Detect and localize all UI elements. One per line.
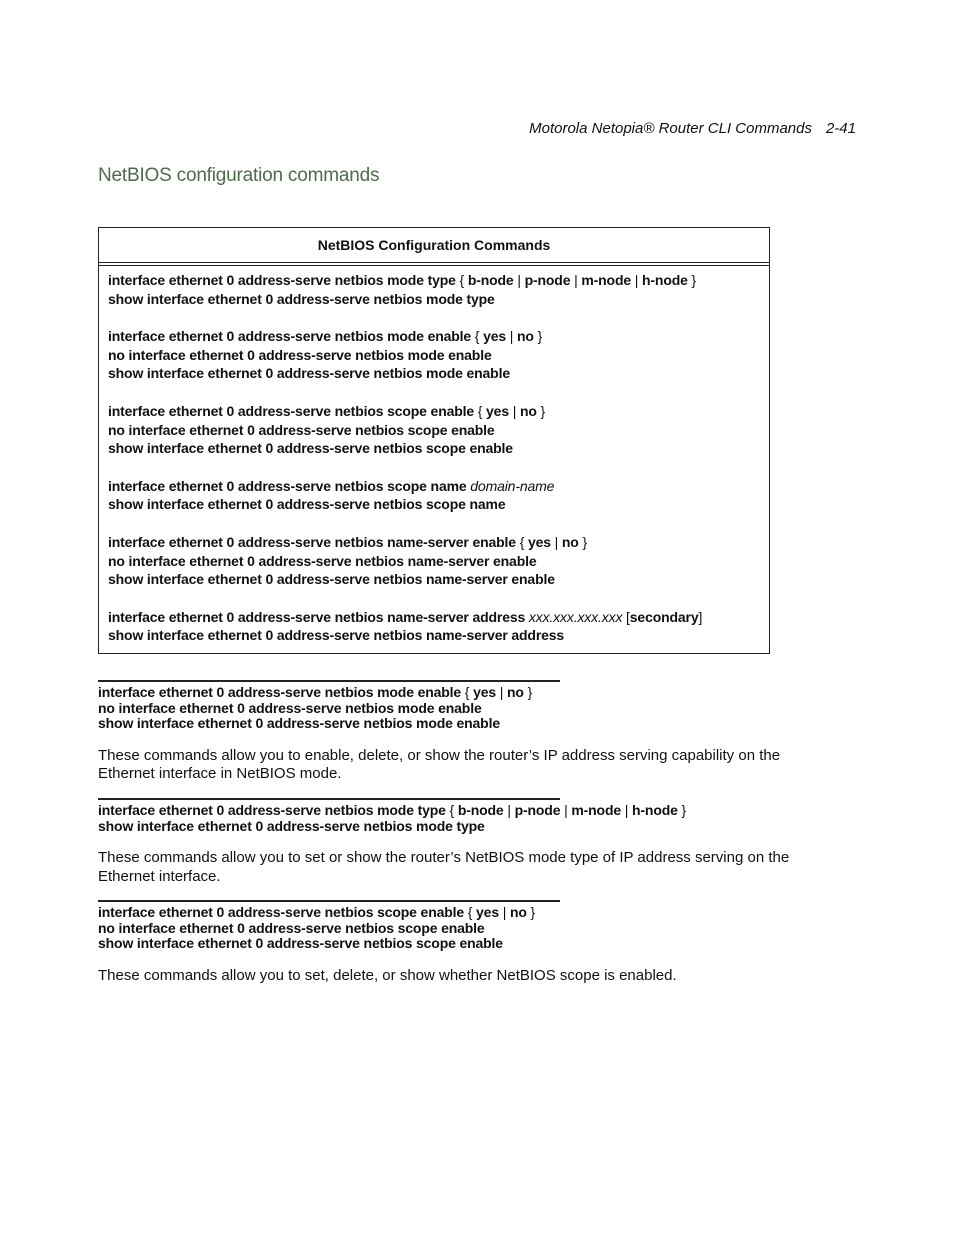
command-line: interface ethernet 0 address-serve netbios mode type { b-node | p-node | m-node | h-node } xyxy=(108,272,697,288)
commands-table xyxy=(98,227,770,654)
command-line: no interface ethernet 0 address-serve netbios scope enable xyxy=(98,919,485,936)
entry-description: These commands allow you to set or show the router’s NetBIOS mode type of IP address serving on the Ethernet interface. xyxy=(98,849,790,885)
command-line: no interface ethernet 0 address-serve netbios mode enable xyxy=(98,699,482,716)
command-line: show interface ethernet 0 address-serve netbios mode enable xyxy=(108,365,510,382)
command-line: interface ethernet 0 address-serve netbios mode enable { yes | no } xyxy=(98,684,533,700)
command-line: show interface ethernet 0 address-serve netbios scope enable xyxy=(98,935,503,952)
command-line: no interface ethernet 0 address-serve netbios scope enable xyxy=(108,421,495,438)
table-heading: NetBIOS Configuration Commands xyxy=(99,228,769,266)
entry-rule xyxy=(98,798,560,800)
command-line: interface ethernet 0 address-serve netbios name-server address xxx.xxx.xxx.xxx [secondary] xyxy=(108,608,703,625)
command-line: show interface ethernet 0 address-serve netbios mode type xyxy=(98,817,485,834)
command-line: show interface ethernet 0 address-serve netbios name-server enable xyxy=(108,571,555,588)
command-line: show interface ethernet 0 address-serve netbios name-server address xyxy=(108,627,565,644)
table-group-mode-enable xyxy=(108,327,760,383)
command-line: interface ethernet 0 address-serve netbios scope enable { yes | no } xyxy=(108,402,546,419)
running-header xyxy=(300,120,856,137)
entry-description: These commands allow you to set, delete, or show whether NetBIOS scope is enabled. xyxy=(98,966,677,984)
command-line: show interface ethernet 0 address-serve netbios scope enable xyxy=(108,440,513,457)
command-line: show interface ethernet 0 address-serve netbios mode type xyxy=(108,290,495,307)
table-group-mode-type xyxy=(108,271,760,308)
command-line: no interface ethernet 0 address-serve netbios name-server enable xyxy=(108,552,537,569)
command-line: interface ethernet 0 address-serve netbios scope enable { yes | no } xyxy=(98,904,536,920)
command-line: interface ethernet 0 address-serve netbios name-server enable { yes | no } xyxy=(108,533,587,550)
table-group-scope-name xyxy=(108,477,760,514)
table-group-scope-enable xyxy=(108,402,760,458)
command-line: interface ethernet 0 address-serve netbios mode type { b-node | p-node | m-node | h-node } xyxy=(98,802,687,818)
entry-rule xyxy=(98,900,560,902)
section-title: NetBIOS configuration commands xyxy=(98,165,380,186)
entry-rule xyxy=(98,680,560,682)
entry-mode-enable xyxy=(98,680,818,784)
running-title: Motorola Netopia® Router CLI Commands xyxy=(529,120,812,137)
entry-description: These commands allow you to enable, delete, or show the router’s IP address serving capability on the Ethernet interface in NetBIOS mode. xyxy=(98,746,781,783)
entry-mode-type xyxy=(98,798,818,886)
command-line: show interface ethernet 0 address-serve netbios scope name xyxy=(108,496,506,513)
table-group-name-server-enable xyxy=(108,533,760,589)
command-line: interface ethernet 0 address-serve netbios mode enable { yes | no } xyxy=(108,328,543,345)
page-number: 2-41 xyxy=(825,120,856,137)
command-line: no interface ethernet 0 address-serve netbios mode enable xyxy=(108,346,492,363)
table-body xyxy=(99,266,769,653)
command-line: show interface ethernet 0 address-serve netbios mode enable xyxy=(98,715,500,732)
entry-scope-enable xyxy=(98,900,818,985)
command-line: interface ethernet 0 address-serve netbios scope name domain-name xyxy=(108,477,555,494)
table-group-name-server-address xyxy=(108,608,760,645)
